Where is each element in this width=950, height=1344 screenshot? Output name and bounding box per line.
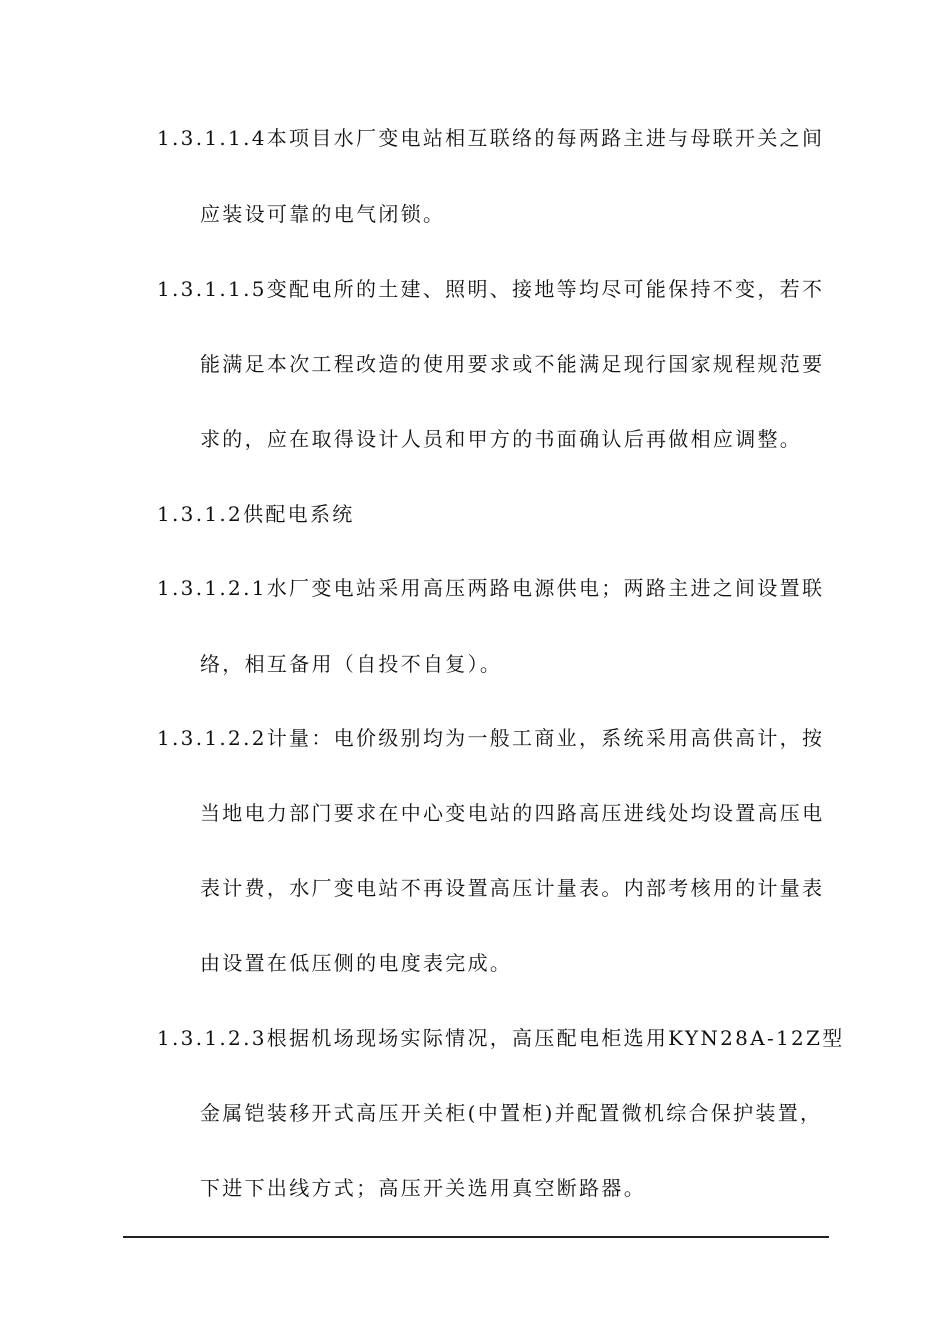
paragraph-1-3-1-2-3-line-3: 下进下出线方式；高压开关选用真空断路器。 <box>200 1176 646 1200</box>
paragraph-1-3-1-1-4-line-1: 1.3.1.1.4本项目水厂变电站相互联络的每两路主进与母联开关之间 <box>157 126 825 150</box>
paragraph-1-3-1-2-3-line-1: 1.3.1.2.3根据机场现场实际情况，高压配电柜选用KYN28A-12Z型 <box>157 1026 845 1050</box>
paragraph-1-3-1-1-5-line-3: 求的，应在取得设计人员和甲方的书面确认后再做相应调整。 <box>200 427 803 451</box>
paragraph-1-3-1-1-5-line-1: 1.3.1.1.5变配电所的土建、照明、接地等均尽可能保持不变，若不 <box>157 277 825 301</box>
paragraph-1-3-1-1-5-line-2: 能满足本次工程改造的使用要求或不能满足现行国家规程规范要 <box>200 352 825 376</box>
footer-divider <box>123 1236 829 1238</box>
paragraph-1-3-1-2-1-line-1: 1.3.1.2.1水厂变电站采用高压两路电源供电；两路主进之间设置联 <box>157 576 825 600</box>
paragraph-1-3-1-2-2-line-3: 表计费，水厂变电站不再设置高压计量表。内部考核用的计量表 <box>200 876 825 900</box>
paragraph-1-3-1-2-2-line-2: 当地电力部门要求在中心变电站的四路高压进线处均设置高压电 <box>200 801 825 825</box>
paragraph-1-3-1-2-2-line-4: 由设置在低压侧的电度表完成。 <box>200 951 513 975</box>
section-heading-1-3-1-2: 1.3.1.2供配电系统 <box>157 502 355 526</box>
paragraph-1-3-1-2-3-line-2: 金属铠装移开式高压开关柜(中置柜)并配置微机综合保护装置， <box>200 1101 823 1125</box>
paragraph-1-3-1-2-1-line-2: 络，相互备用（自投不自复）。 <box>200 652 503 676</box>
paragraph-1-3-1-2-2-line-1: 1.3.1.2.2计量：电价级别均为一般工商业，系统采用高供高计，按 <box>157 726 825 750</box>
paragraph-1-3-1-1-4-line-2: 应装设可靠的电气闭锁。 <box>200 202 446 226</box>
